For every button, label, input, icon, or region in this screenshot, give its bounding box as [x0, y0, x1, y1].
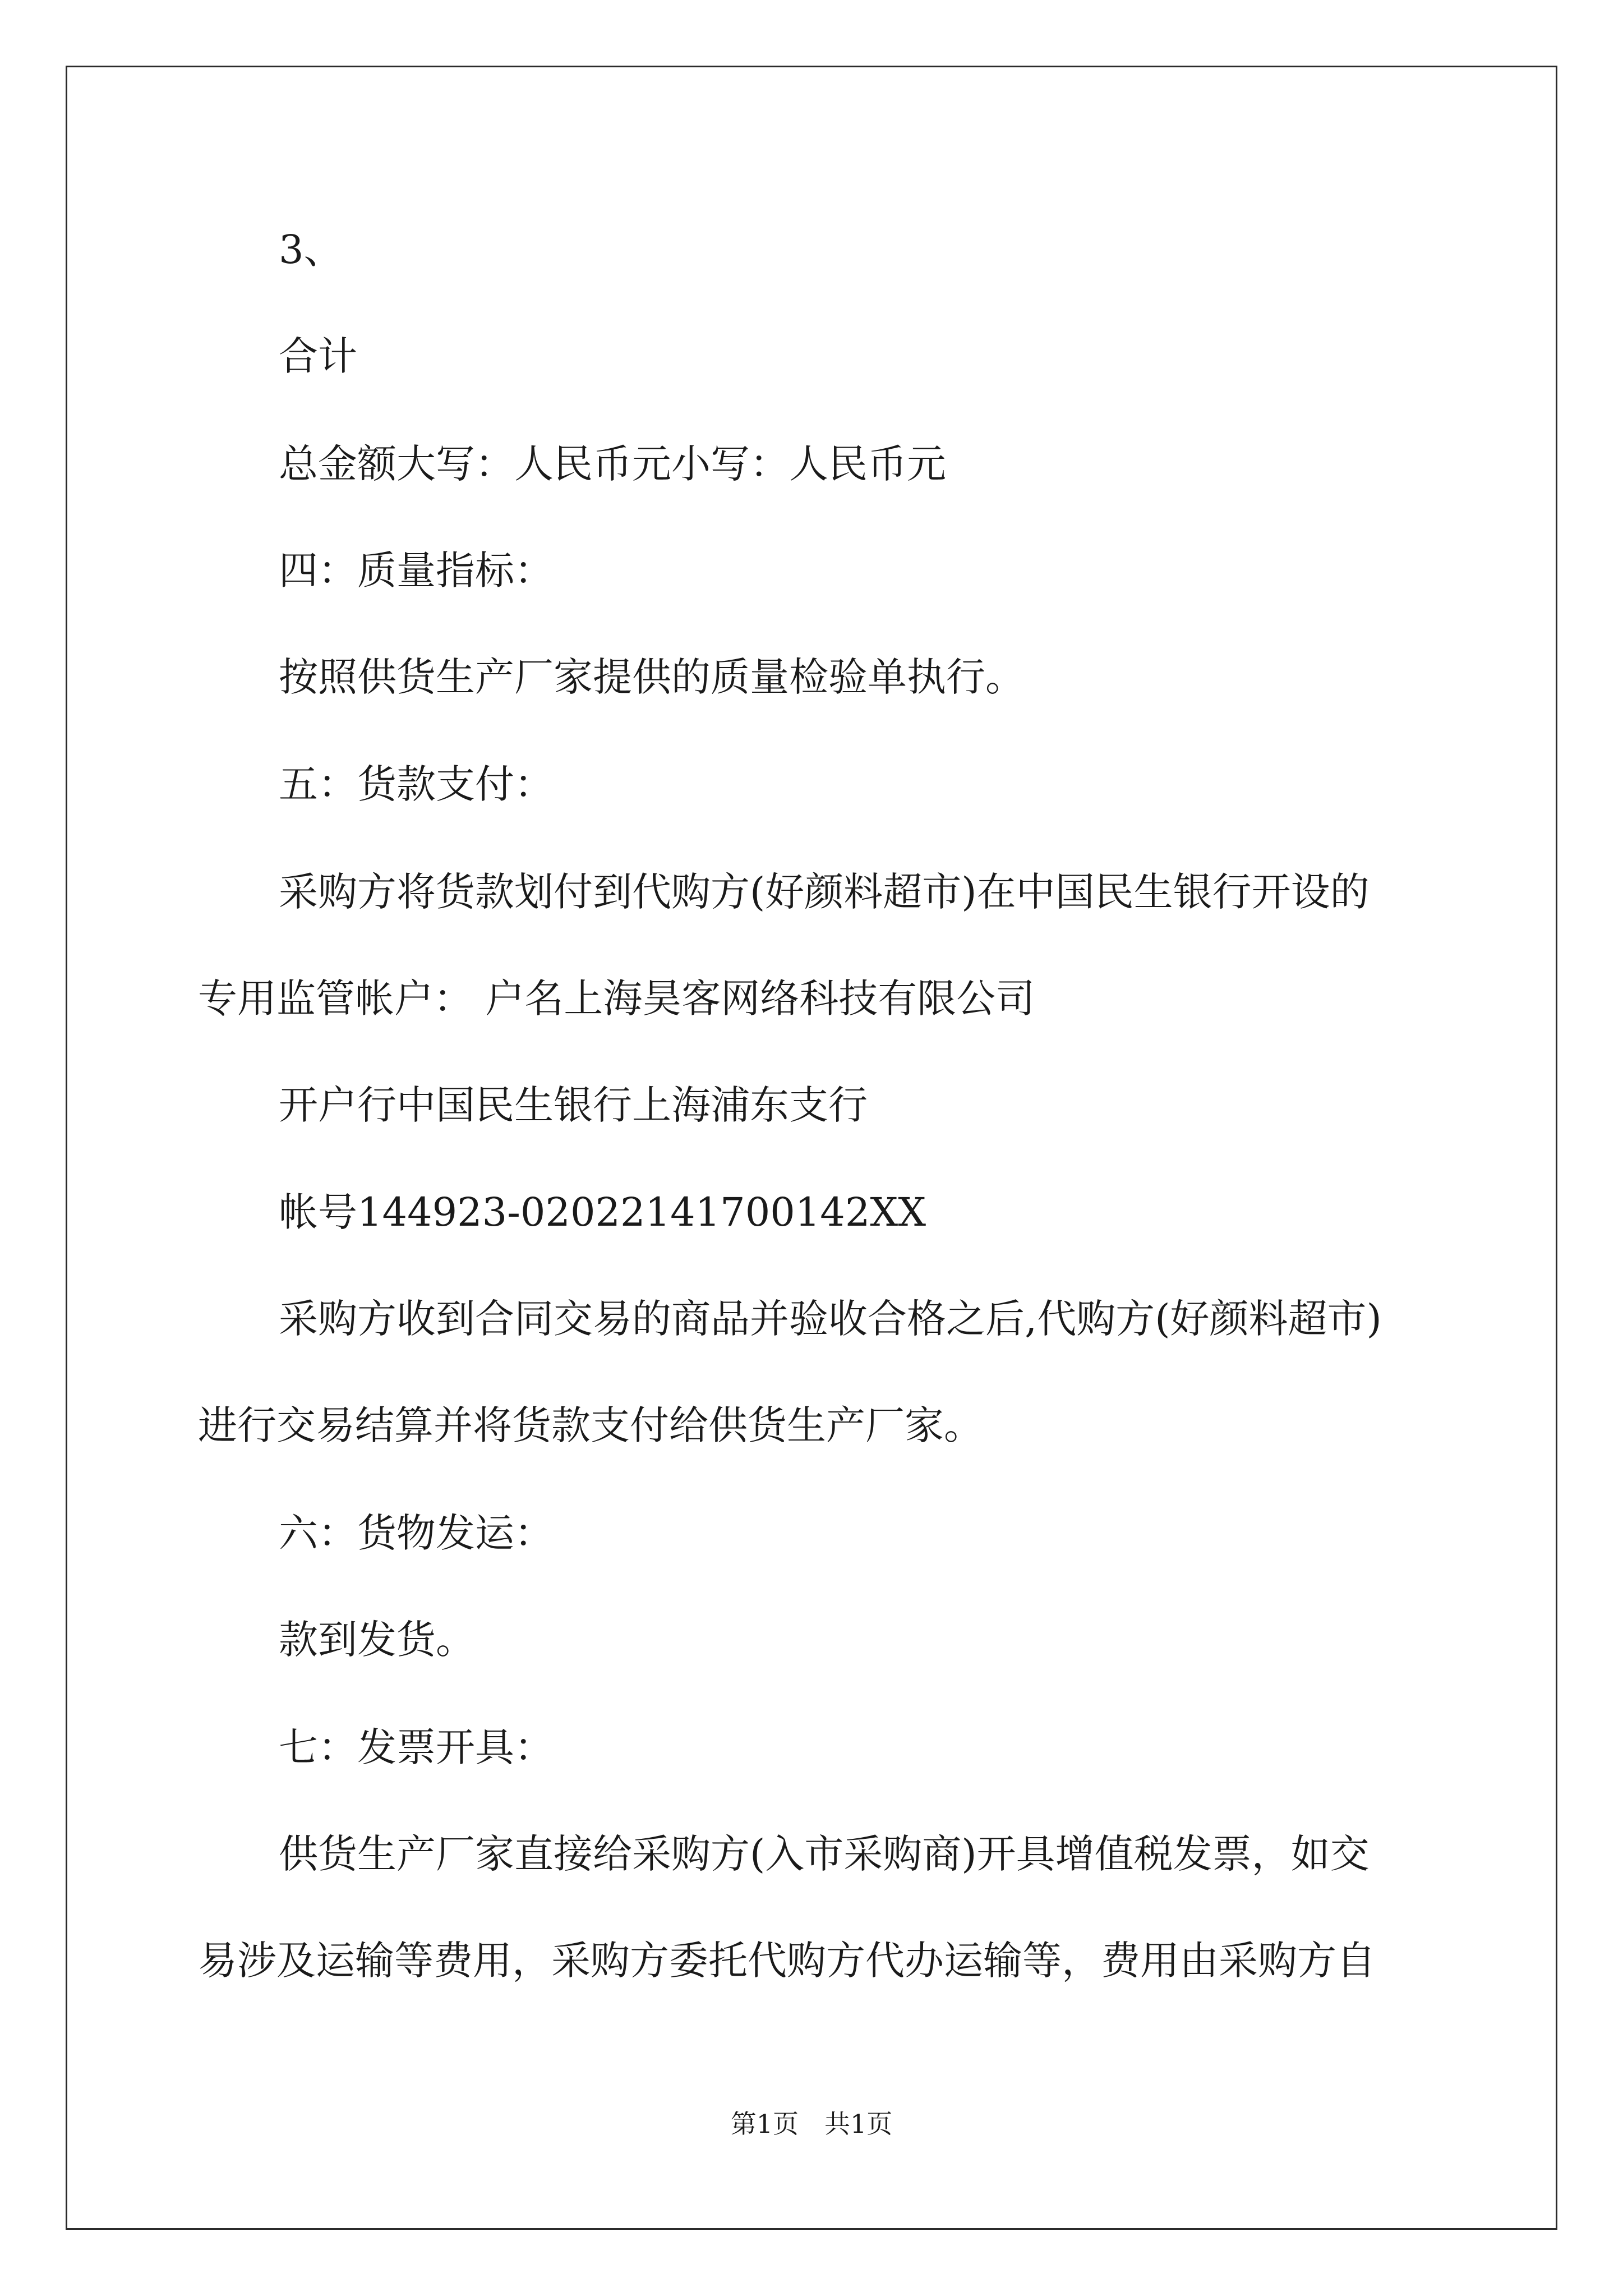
text-line: 采购方将货款划付到代购方(好颜料超市)在中国民生银行开设的 [279, 869, 1370, 915]
text-line: 按照供货生产厂家提供的质量检验单执行。 [279, 654, 1025, 700]
text-line: 3、 [279, 227, 343, 273]
section-heading: 六：货物发运： [279, 1510, 554, 1556]
text-line: 供货生产厂家直接给采购方(入市采购商)开具增值税发票，如交 [279, 1831, 1370, 1877]
text-line: 合计 [279, 333, 357, 379]
text-line: 进行交易结算并将货款支付给供货生产厂家。 [198, 1402, 983, 1448]
text-line: 总金额大写：人民币元小写：人民币元 [279, 441, 946, 487]
text-line: 采购方收到合同交易的商品并验收合格之后,代购方(好颜料超市) [279, 1296, 1382, 1342]
page-border [66, 66, 1557, 2230]
section-heading: 七：发票开具： [279, 1724, 554, 1770]
text-line: 帐号144923-02022141700142XX [279, 1189, 926, 1235]
text-line: 专用监管帐户： 户名上海昊客网络科技有限公司 [198, 976, 1035, 1022]
text-line: 开户行中国民生银行上海浦东支行 [279, 1082, 868, 1128]
section-heading: 五：货款支付： [279, 761, 554, 807]
text-line: 款到发货。 [279, 1617, 475, 1663]
page-number-footer: 第1页 共1页 [730, 2109, 893, 2139]
section-heading: 四：质量指标： [279, 547, 554, 593]
text-line: 易涉及运输等费用，采购方委托代购方代办运输等，费用由采购方自 [198, 1938, 1376, 1984]
